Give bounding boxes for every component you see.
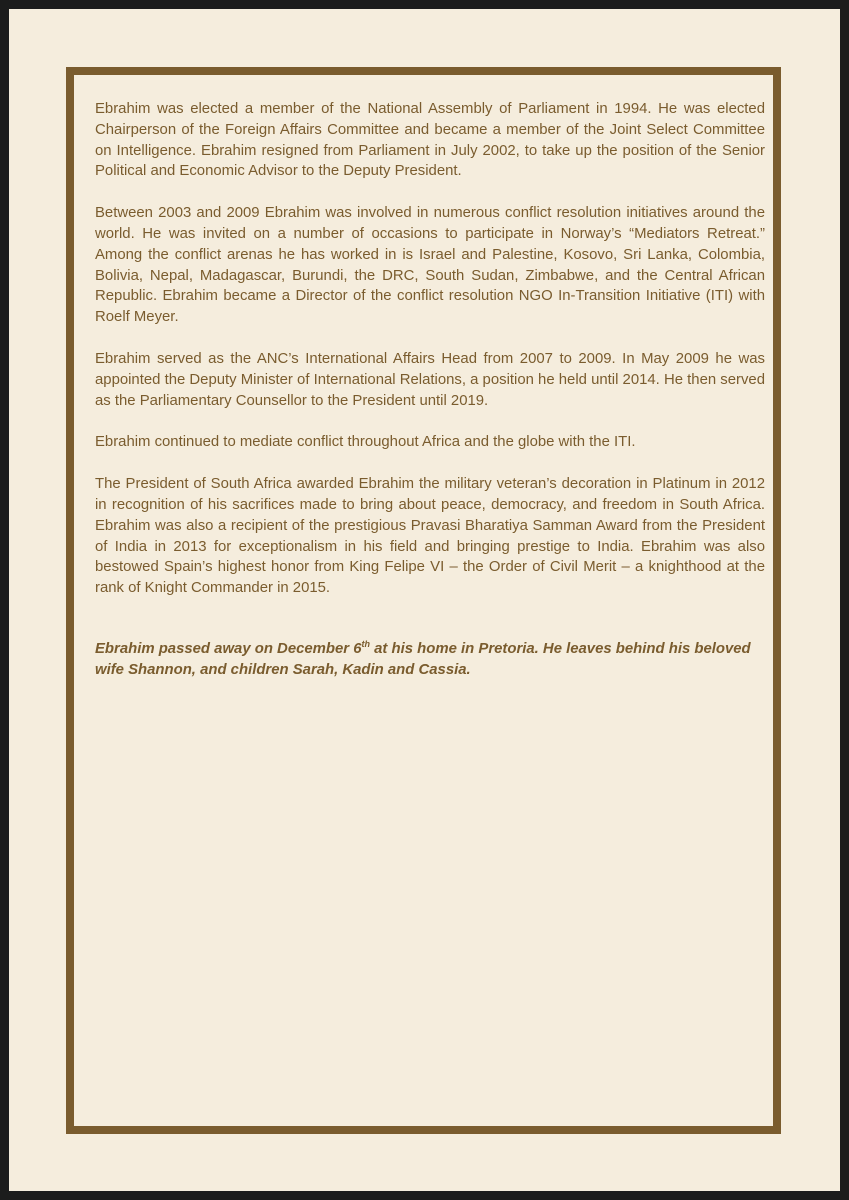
closing-statement <box>95 639 765 681</box>
paragraph-conflict-resolution: Between 2003 and 2009 Ebrahim was involved in numerous conflict resolution initiatives around the world. He was invited on a number of occasions to participate in Norway’s “Mediators Retreat.” Among the conflict arenas he has worked in is Israel and Palestine, Kosovo, Sri Lanka, Colombia, Bolivia, Nepal, Madagascar, Burundi, the DRC, South Sudan, Zimbabwe, and the Central African Republic. Ebrahim became a Director of the conflict resolution NGO In-Transition Initiative (ITI) with Roelf Meyer. <box>95 205 765 326</box>
paragraph-mediation: Ebrahim continued to mediate conflict throughout Africa and the globe with the ITI. <box>95 434 636 451</box>
paragraph-international-affairs: Ebrahim served as the ANC’s International Affairs Head from 2007 to 2009. In May 2009 he was appointed the Deputy Minister of International Relations, a position he held until 2014. He then served as the Parliamentary Counsellor to the President until 2019. <box>95 350 765 409</box>
biography-text <box>95 99 765 702</box>
paragraph-awards: The President of South Africa awarded Ebrahim the military veteran’s decoration in Platinum in 2012 in recognition of his sacrifices made to bring about peace, democracy, and freedom in South Africa. Ebrahim was also a recipient of the prestigious Pravasi Bharatiya Samman Award from the President of India in 2013 for exceptionalism in his field and bringing prestige to India. Ebrahim was also bestowed Spain’s highest honor from King Felipe VI – the Order of Civil Merit – a knighthood at the rank of Knight Commander in 2015. <box>95 476 765 597</box>
paragraph-parliament: Ebrahim was elected a member of the National Assembly of Parliament in 1994. He was elected Chairperson of the Foreign Affairs Committee and became a member of the Joint Select Committee on Intelligence. Ebrahim resigned from Parliament in July 2002, to take up the position of the Senior Political and Economic Advisor to the Deputy President. <box>95 101 765 180</box>
closing-ordinal-suffix: th <box>361 638 370 649</box>
document-page <box>9 9 840 1191</box>
closing-text-start: Ebrahim passed away on December 6 <box>95 640 362 657</box>
closing-text-end: at his home in Pretoria. He leaves behind his beloved wife Shannon, and children Sarah, Kadin and Cassia. <box>95 640 751 678</box>
